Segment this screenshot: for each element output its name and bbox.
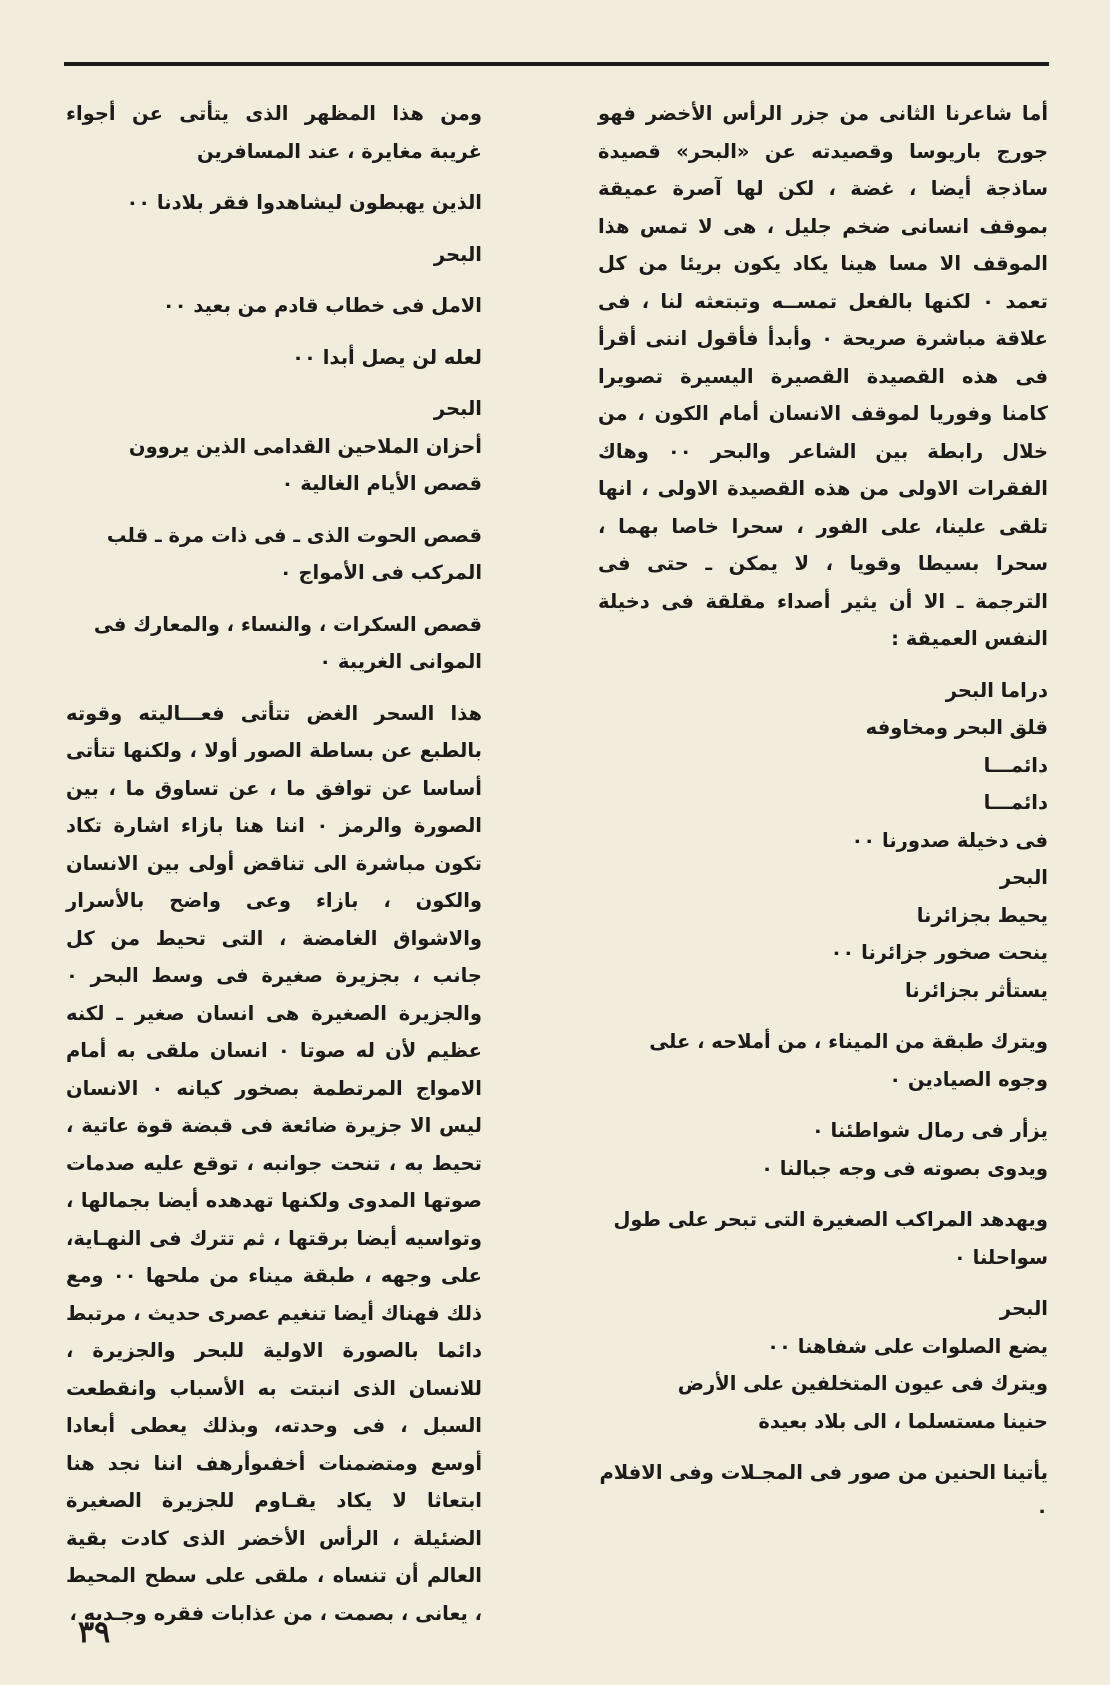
verse-line: يضع الصلوات على شفاهنا ٠٠	[767, 1334, 1048, 1358]
verse-line: ويترك طبقة من الميناء ، من أملاحه ، على وجوه الصيادين ٠	[649, 1030, 1048, 1091]
verse-line: يحيط بجزائرنا	[916, 903, 1048, 927]
verse-line: ويهدهد المراكب الصغيرة التى تبحر على طول سواحلنا ٠	[613, 1208, 1048, 1269]
verse-line: أحزان الملاحين القدامى الذين يروون قصص الأيام الغالية ٠	[128, 434, 482, 495]
verse-line: ويترك فى عيون المتخلفين على الأرض	[677, 1372, 1048, 1395]
lead-paragraph: ومن هذا المظهر الذى يتأتى عن أجواء غريبة مغايرة ، عند المسافرين	[66, 102, 482, 163]
verse-line: قصص السكرات ، والنساء ، والمعارك فى الموانى الغريبة ٠	[93, 612, 482, 673]
left-column	[66, 95, 482, 1632]
verse-line: حنينا مستسلما ، الى بلاد بعيدة	[758, 1409, 1048, 1433]
intro-paragraph: أما شاعرنا الثانى من جزر الرأس الأخضر فهو جورج باريوسا وقصيدته عن «البحر» قصيدة ساذجة أيضا ، غضة ، لكن لها آصرة عميقة بموقف انسانى ضخم جليل ، هى لا تمس هذا الموقف الا مسا هينا يكاد يكون بريئا من كل تعمد ٠ لكنها بالفعل تمســه وتبتعثه لنا ، فى علاقة مباشرة صريحة ٠ وأبدأ فأقول اننى أقرأ فى هذه القصيدة القصيرة اليسيرة تصويرا كامنا وفوريا لموقف الانسان أمام الكون ، من خلال رابطة بين الشاعر والبحر ٠٠ وهاك الفقرات الاولى من هذه القصيدة الاولى ، انها تلقى علينا، على الفور ، سحرا خاصا بهما ، سحرا بسيطا وقويا ، لا يمكن ـ حتى فى الترجمة ـ الا أن يثير أصداء مقلقة فى دخيلة النفس العميقة :	[598, 102, 1049, 650]
top-rule	[64, 62, 1049, 66]
verse-line: البحر	[999, 1297, 1048, 1320]
verse-line: قلق البحر ومخاوفه	[865, 716, 1048, 739]
verse-line: الذين يهبطون ليشاهدوا فقر بلادنا ٠٠	[126, 191, 482, 214]
verse-line: دائمـــا	[983, 791, 1048, 814]
verse-line: البحر	[433, 397, 482, 420]
verse-line: يزأر فى رمال شواطئنا ٠	[811, 1119, 1048, 1142]
verse-line: لعله لن يصل أبدا ٠٠	[292, 345, 482, 369]
verse-line: يستأثر بجزائرنا	[905, 978, 1048, 1002]
verse-line: البحر	[433, 242, 482, 266]
verse-line: فى دخيلة صدورنا ٠٠	[851, 828, 1048, 852]
verse-line: ينحت صخور جزائرنا ٠٠	[830, 941, 1048, 964]
page-number: ٣٩	[78, 1615, 111, 1650]
verse-line: ويدوى بصوته فى وجه جبالنا ٠	[761, 1156, 1048, 1180]
verse-line: قصص الحوت الذى ـ فى ذات مرة ـ قلب المركب فى الأمواج ٠	[106, 523, 482, 584]
verse-line: الامل فى خطاب قادم من بعيد ٠٠	[162, 294, 482, 317]
verse-line: البحر	[999, 866, 1048, 889]
verse-line: دراما البحر	[945, 678, 1048, 702]
verse-line: يأتينا الحنين من صور فى المجـلات وفى الافلام ٠	[599, 1461, 1048, 1522]
body-paragraph: هذا السحر الغض تتأتى فعـــاليته وقوته بالطبع عن بساطة الصور أولا ، ولكنها تتأتى أساسا عن توافق ما ، عن تساوق ما ، بين الصورة والرمز ٠ اننا هنا بازاء اشارة تكاد تكون مباشرة الى تناقض أولى بين الانسان والكون ، بازاء وعى واضح بالأسرار والاشواق الغامضة ، التى تحيط من كل جانب ، بجزيرة صغيرة فى وسط البحر ٠ والجزيرة الصغيرة هى انسان صغير ـ لكنه عظيم لأن له صوتا ٠ انسان ملقى به أمام الامواج المرتطمة بصخور كيانه ٠ الانسان ليس الا جزيرة ضائعة فى قبضة قوة عاتية ، تحيط به ، تنحت جوانبه ، توقع عليه صدمات صوتها المدوى ولكنها تهدهده أيضا بجمالها ، وتواسيه أيضا برقتها ، ثم تترك فى النهـاية، على وجهه ، طبقة ميناء من ملحها ٠٠ ومع ذلك فهناك أيضا تنغيم عصرى حديث ، مرتبط دائما بالصورة الاولية للبحر والجزيرة ، للانسان الذى انبتت به الأسباب وانقطعت السبل ، فى وحدته، وبذلك يعطى أبعادا أوسع ومتضمنات أخفىوأرهف اننا نجد هنا ابتعاثا لا يكاد يقـاوم للجزيرة الصغيرة الضئيلة ، الرأس الأخضر الذى كادت بقية العالم أن تنساه ، ملقى على سطح المحيط ، يعانى ، بصمت ، من عذابات فقره وجـدبه ،	[66, 701, 482, 1625]
verse-line: دائمـــا	[983, 753, 1048, 777]
right-column	[598, 95, 1048, 1529]
